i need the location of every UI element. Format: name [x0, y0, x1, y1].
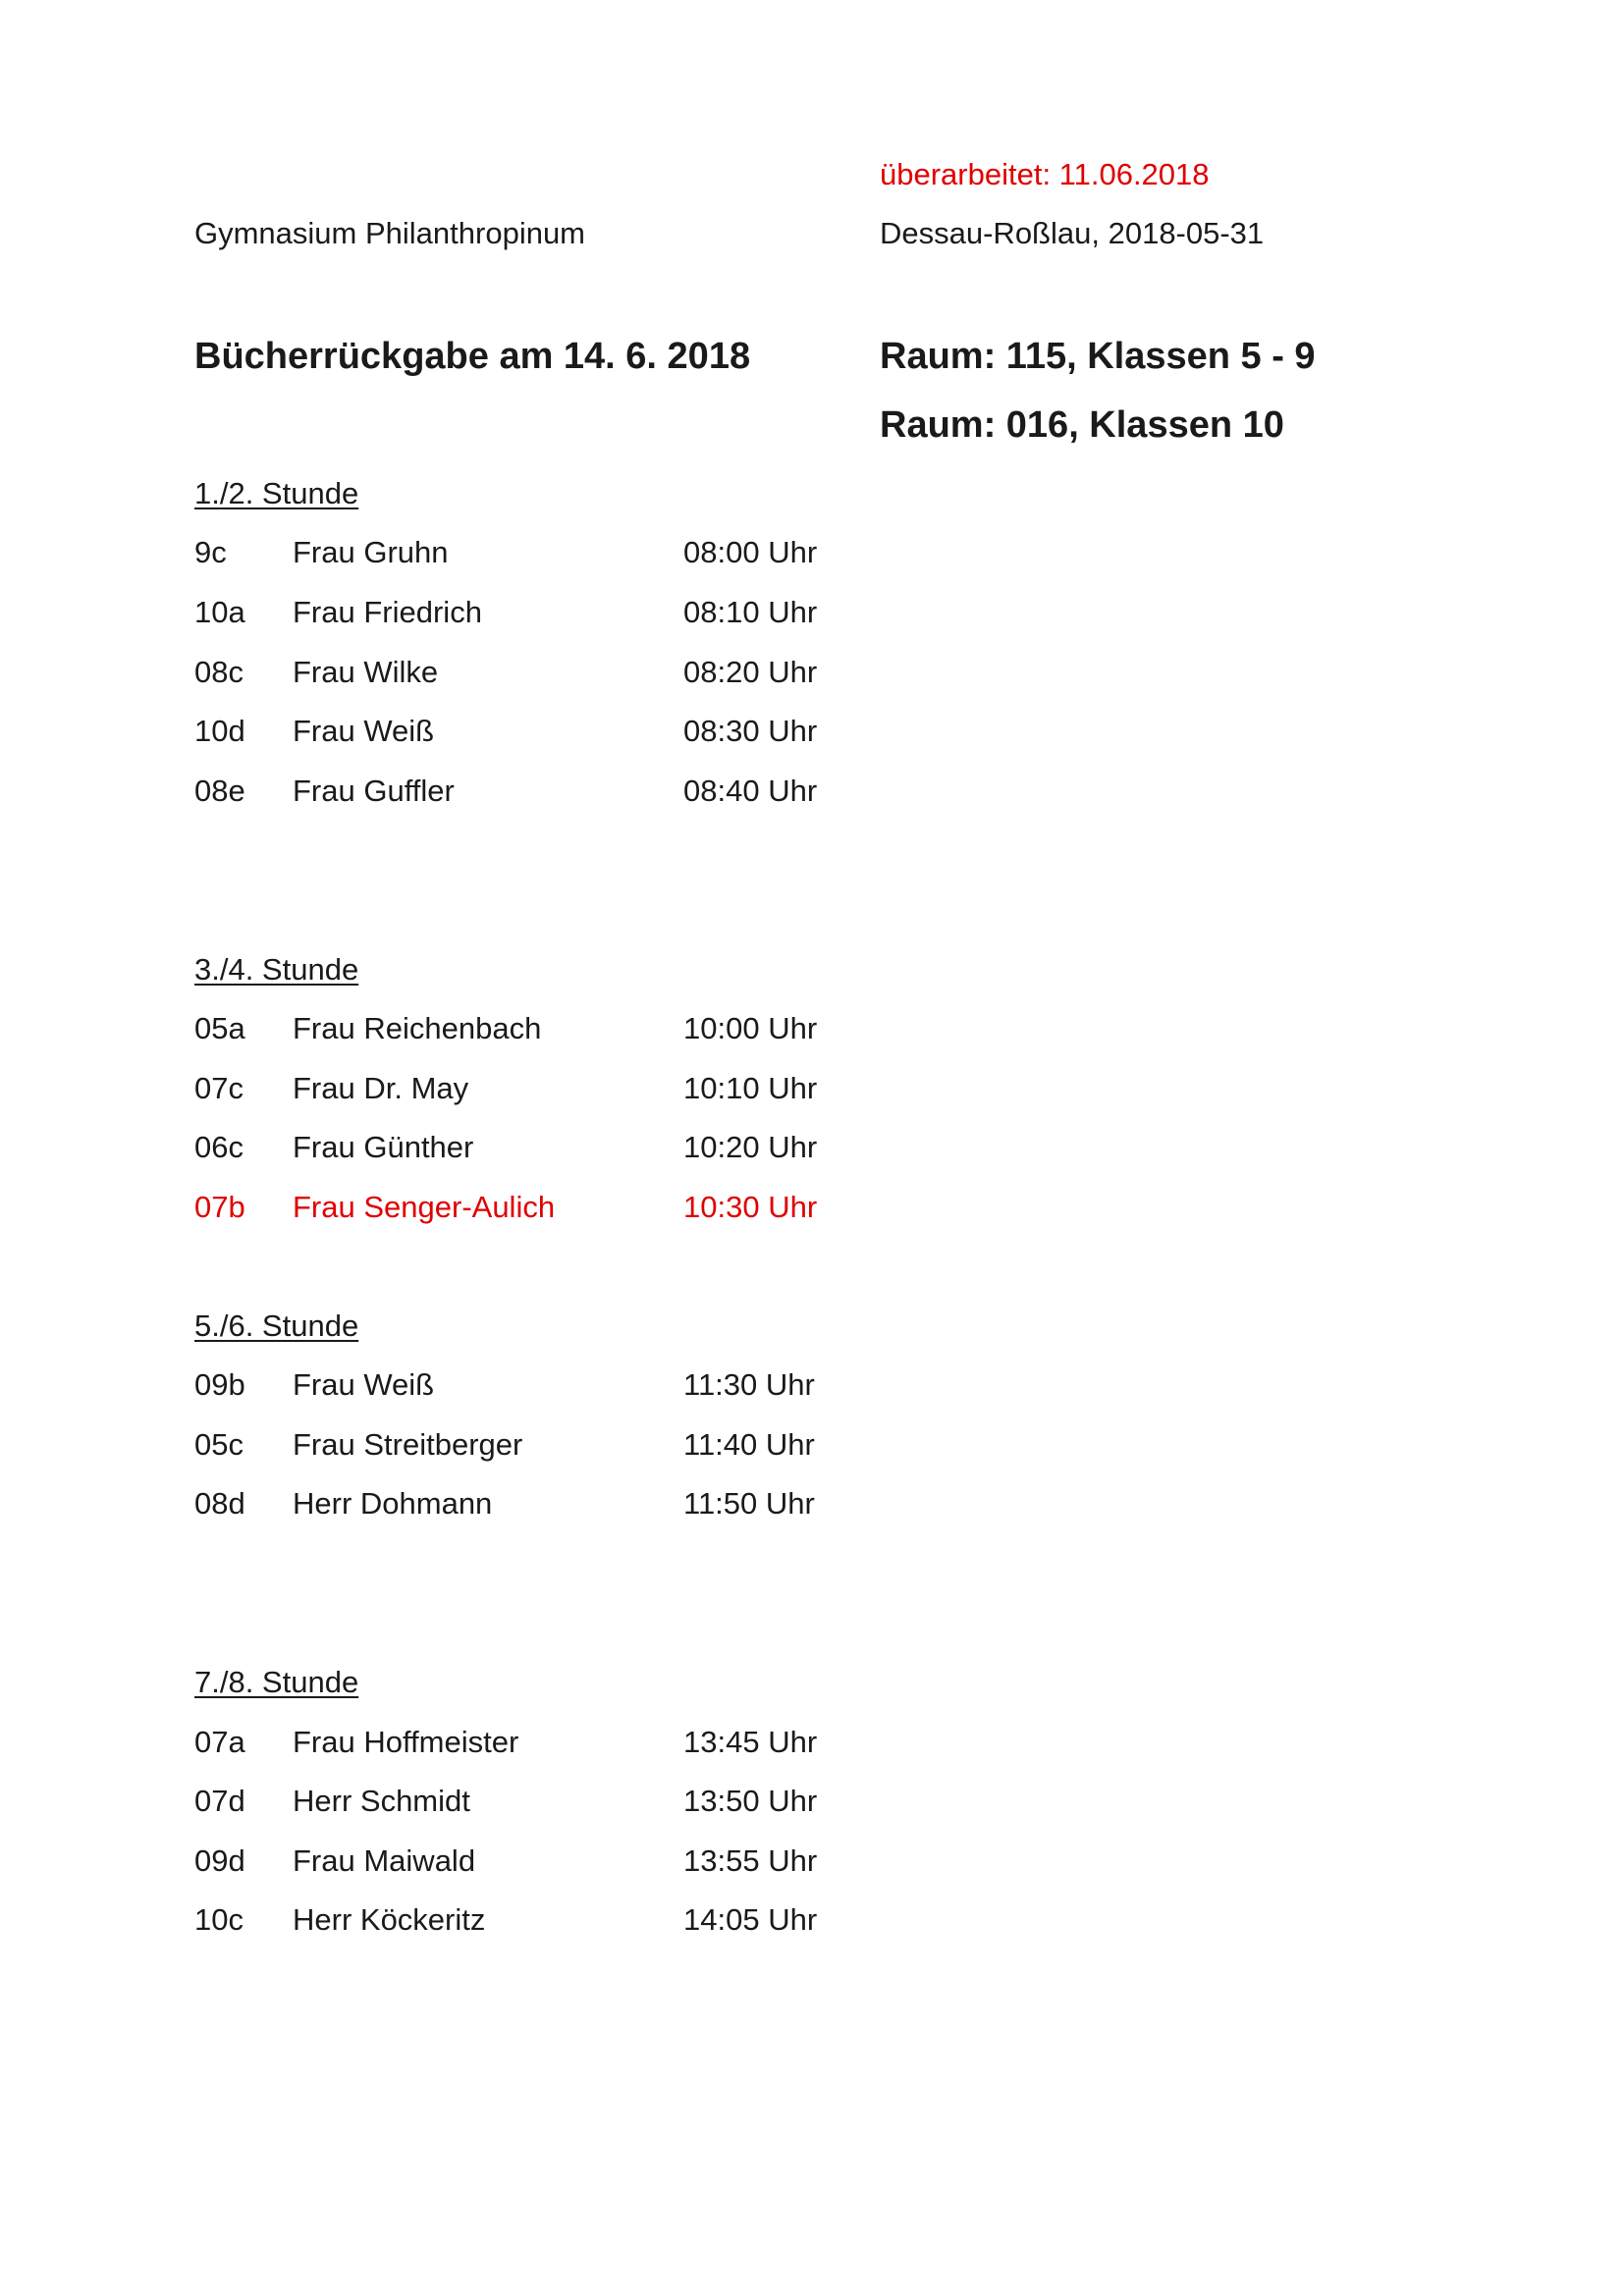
- section-title: 5./6. Stunde: [194, 1308, 359, 1343]
- teacher-cell: Frau Friedrich: [293, 595, 482, 629]
- time-cell: 13:45 Uhr: [683, 1725, 818, 1759]
- time-cell: 11:30 Uhr: [683, 1367, 815, 1402]
- table-row: [0, 1130, 1624, 1169]
- section-title: 1./2. Stunde: [194, 476, 359, 510]
- teacher-cell: Frau Weiß: [293, 714, 435, 748]
- table-row: [0, 1725, 1624, 1764]
- time-cell: 10:20 Uhr: [683, 1130, 818, 1164]
- time-cell: 11:40 Uhr: [683, 1427, 815, 1462]
- class-cell: 08d: [194, 1486, 245, 1521]
- teacher-cell: Frau Guffler: [293, 774, 455, 808]
- table-row: [0, 1071, 1624, 1110]
- class-cell: 09d: [194, 1843, 245, 1878]
- school-name: Gymnasium Philanthropinum: [194, 216, 586, 250]
- time-cell: 08:10 Uhr: [683, 595, 818, 629]
- page-title: Bücherrückgabe am 14. 6. 2018: [194, 336, 751, 377]
- time-cell: 08:40 Uhr: [683, 774, 818, 808]
- section-title: 3./4. Stunde: [194, 952, 359, 987]
- time-cell: 13:55 Uhr: [683, 1843, 818, 1878]
- class-cell: 08e: [194, 774, 245, 808]
- class-cell: 05a: [194, 1011, 245, 1045]
- class-cell: 9c: [194, 535, 227, 569]
- table-row: [0, 595, 1624, 634]
- table-row: [0, 1367, 1624, 1407]
- class-cell: 07c: [194, 1071, 244, 1105]
- time-cell: 10:30 Uhr: [683, 1190, 818, 1224]
- teacher-cell: Herr Schmidt: [293, 1784, 470, 1818]
- time-cell: 11:50 Uhr: [683, 1486, 815, 1521]
- teacher-cell: Frau Reichenbach: [293, 1011, 542, 1045]
- class-cell: 10d: [194, 714, 245, 748]
- place-date: Dessau-Roßlau, 2018-05-31: [880, 216, 1265, 250]
- table-row: [0, 774, 1624, 813]
- class-cell: 05c: [194, 1427, 244, 1462]
- class-cell: 10a: [194, 595, 245, 629]
- teacher-cell: Frau Günther: [293, 1130, 474, 1164]
- time-cell: 08:20 Uhr: [683, 655, 818, 689]
- class-cell: 07b: [194, 1190, 245, 1224]
- table-row: [0, 1784, 1624, 1823]
- time-cell: 08:00 Uhr: [683, 535, 818, 569]
- teacher-cell: Frau Streitberger: [293, 1427, 523, 1462]
- time-cell: 14:05 Uhr: [683, 1902, 818, 1937]
- time-cell: 13:50 Uhr: [683, 1784, 818, 1818]
- teacher-cell: Frau Weiß: [293, 1367, 435, 1402]
- revised-date: überarbeitet: 11.06.2018: [880, 157, 1210, 191]
- table-row: [0, 1427, 1624, 1467]
- teacher-cell: Herr Köckeritz: [293, 1902, 486, 1937]
- teacher-cell: Frau Dr. May: [293, 1071, 469, 1105]
- time-cell: 08:30 Uhr: [683, 714, 818, 748]
- class-cell: 07d: [194, 1784, 245, 1818]
- class-cell: 07a: [194, 1725, 245, 1759]
- teacher-cell: Frau Hoffmeister: [293, 1725, 519, 1759]
- section-title: 7./8. Stunde: [194, 1665, 359, 1699]
- table-row-highlighted: [0, 1190, 1624, 1229]
- table-row: [0, 714, 1624, 753]
- teacher-cell: Frau Senger-Aulich: [293, 1190, 556, 1224]
- class-cell: 09b: [194, 1367, 245, 1402]
- teacher-cell: Frau Wilke: [293, 655, 439, 689]
- room-info-2: Raum: 016, Klassen 10: [880, 404, 1284, 446]
- class-cell: 10c: [194, 1902, 244, 1937]
- class-cell: 08c: [194, 655, 244, 689]
- table-row: [0, 535, 1624, 574]
- table-row: [0, 1902, 1624, 1942]
- table-row: [0, 1011, 1624, 1050]
- table-row: [0, 1843, 1624, 1883]
- time-cell: 10:00 Uhr: [683, 1011, 818, 1045]
- teacher-cell: Herr Dohmann: [293, 1486, 493, 1521]
- room-info-1: Raum: 115, Klassen 5 - 9: [880, 336, 1316, 377]
- class-cell: 06c: [194, 1130, 244, 1164]
- teacher-cell: Frau Gruhn: [293, 535, 449, 569]
- table-row: [0, 1486, 1624, 1525]
- time-cell: 10:10 Uhr: [683, 1071, 818, 1105]
- table-row: [0, 655, 1624, 694]
- teacher-cell: Frau Maiwald: [293, 1843, 476, 1878]
